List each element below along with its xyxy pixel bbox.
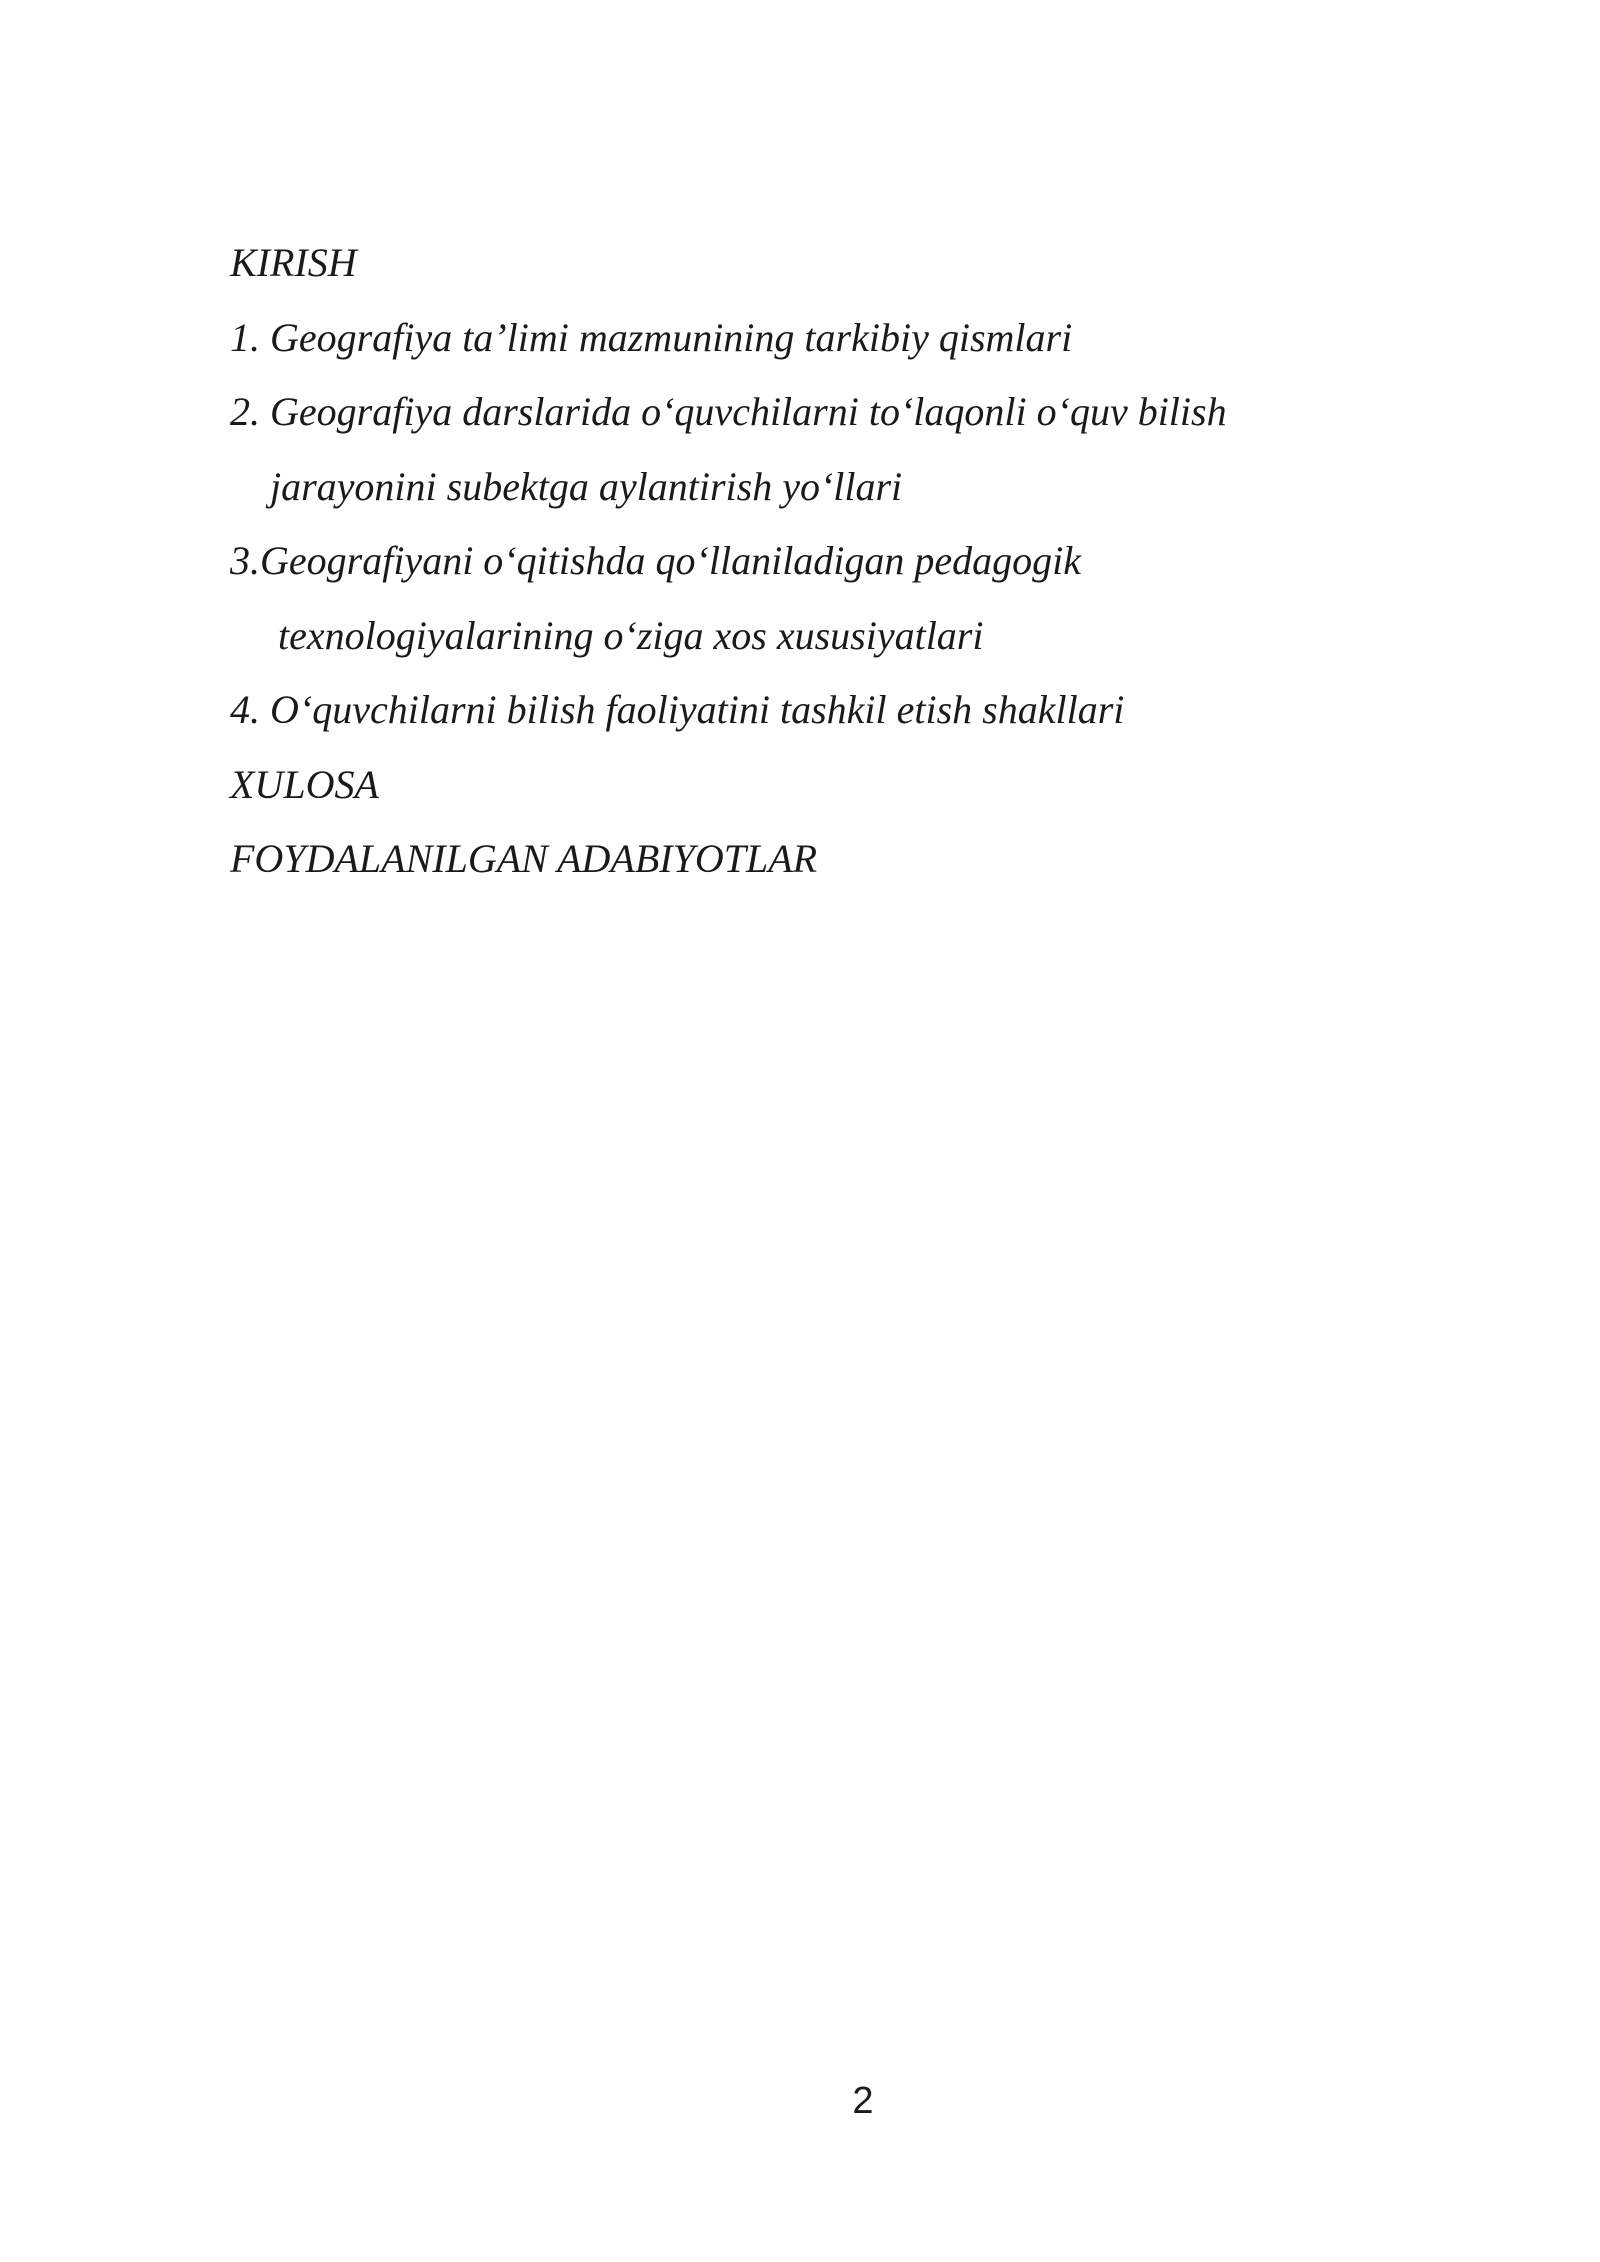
page-number: 2 (852, 2080, 874, 2122)
toc-entry-4: 4. O‘quvchilarni bilish faoliyatini tashkil etish shakllari (230, 687, 1125, 732)
toc-entry-references: FOYDALANILGAN ADABIYOTLAR (230, 836, 818, 881)
toc-entry-1: 1. Geografiya ta’limi mazmunining tarkibiy qismlari (230, 314, 1073, 360)
toc-entry-2: 2. Geografiya darslarida o‘quvchilarni to‘laqonli o‘quv bilish (230, 389, 1227, 434)
table-of-contents (230, 226, 1430, 897)
toc-entry-2-continuation: jarayonini subektga aylantirish yo‘llari (270, 463, 903, 509)
toc-entry-3-continuation: texnologiyalarining o‘ziga xos xususiyatlari (278, 612, 984, 658)
toc-entry-conclusion: XULOSA (230, 761, 379, 807)
toc-entry-intro: KIRISH (230, 240, 357, 285)
toc-entry-3: 3.Geografiyani o‘qitishda qo‘llaniladigan pedagogik (230, 538, 1082, 583)
